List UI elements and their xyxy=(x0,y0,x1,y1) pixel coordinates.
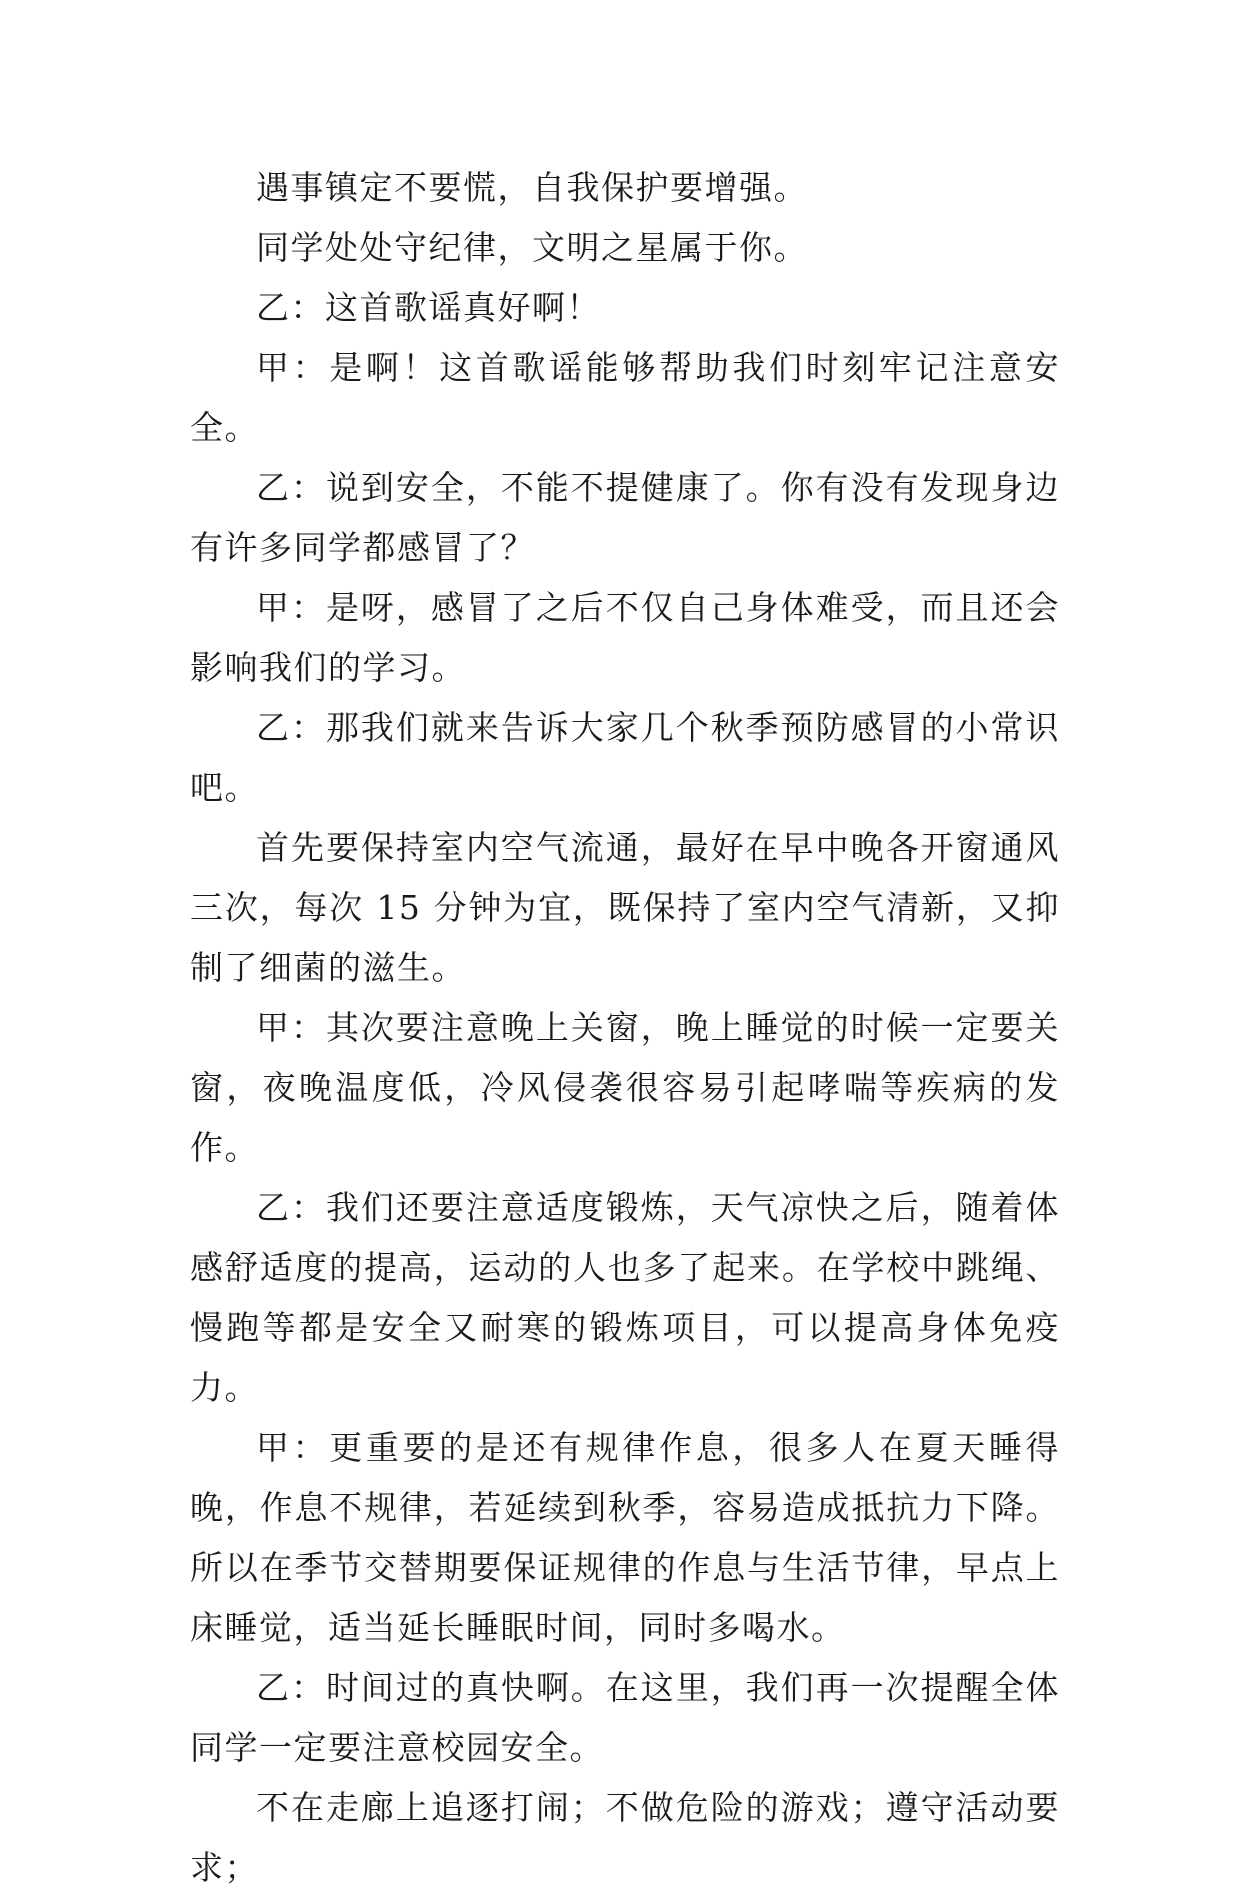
paragraph: 甲：是啊！这首歌谣能够帮助我们时刻牢记注意安全。 xyxy=(190,348,1060,447)
document-body xyxy=(190,158,1060,1898)
paragraph: 乙：我们还要注意适度锻炼，天气凉快之后，随着体感舒适度的提高，运动的人也多了起来。在学校中跳绳、慢跑等都是安全又耐寒的锻炼项目，可以提高身体免疫力。 xyxy=(190,1188,1060,1407)
paragraph: 甲：其次要注意晚上关窗，晚上睡觉的时候一定要关窗，夜晚温度低，冷风侵袭很容易引起哮喘等疾病的发作。 xyxy=(190,1008,1060,1167)
paragraph: 同学处处守纪律，文明之星属于你。 xyxy=(256,228,808,267)
paragraph: 甲：是呀，感冒了之后不仅自己身体难受，而且还会影响我们的学习。 xyxy=(190,588,1060,687)
paragraph: 乙：时间过的真快啊。在这里，我们再一次提醒全体同学一定要注意校园安全。 xyxy=(190,1668,1060,1767)
paragraph: 乙：那我们就来告诉大家几个秋季预防感冒的小常识吧。 xyxy=(190,708,1060,807)
paragraph: 首先要保持室内空气流通，最好在早中晚各开窗通风三次，每次 15 分钟为宜，既保持了室内空气清新，又抑制了细菌的滋生。 xyxy=(190,828,1060,987)
paragraph: 乙：说到安全，不能不提健康了。你有没有发现身边有许多同学都感冒了？ xyxy=(190,468,1060,567)
paragraph: 甲：更重要的是还有规律作息，很多人在夏天睡得晚，作息不规律，若延续到秋季，容易造成抵抗力下降。所以在季节交替期要保证规律的作息与生活节律，早点上床睡觉，适当延长睡眠时间，同时多喝水。 xyxy=(190,1428,1060,1647)
paragraph: 遇事镇定不要慌，自我保护要增强。 xyxy=(256,168,808,207)
paragraph: 不在走廊上追逐打闹；不做危险的游戏；遵守活动要求； xyxy=(190,1788,1060,1887)
paragraph: 乙：这首歌谣真好啊！ xyxy=(256,288,601,327)
